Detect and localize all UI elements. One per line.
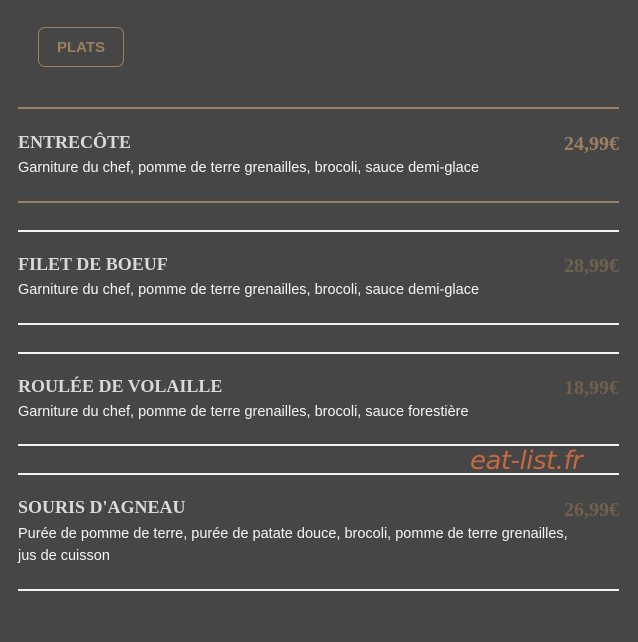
menu-item-name: FILET DE BOEUF bbox=[18, 254, 168, 274]
item-divider-bottom bbox=[18, 589, 619, 591]
menu-item-description: Garniture du chef, pomme de terre grenailles, brocoli, sauce demi-glace bbox=[18, 160, 480, 176]
item-divider-bottom bbox=[18, 323, 619, 325]
menu-item-name: ROULÉE DE VOLAILLE bbox=[18, 376, 223, 396]
menu-item-price: 24,99€ bbox=[564, 133, 619, 155]
menu-item-price: 28,99€ bbox=[564, 255, 619, 277]
menu-item-description: Garniture du chef, pomme de terre grenailles, brocoli, sauce forestière bbox=[18, 404, 469, 420]
menu-item-description: Garniture du chef, pomme de terre grenailles, brocoli, sauce demi-glace bbox=[18, 282, 480, 298]
tab-plats-label: PLATS bbox=[56, 38, 106, 56]
watermark-logo: eat-list.fr bbox=[470, 446, 583, 476]
item-divider-top bbox=[18, 230, 619, 232]
menu-item-name: SOURIS D'AGNEAU bbox=[18, 497, 186, 517]
menu-item-name: ENTRECÔTE bbox=[18, 132, 132, 152]
tab-plats[interactable] bbox=[38, 27, 124, 67]
item-divider-top bbox=[18, 107, 619, 109]
menu-item-price: 26,99€ bbox=[564, 499, 619, 521]
item-divider-bottom bbox=[18, 201, 619, 203]
menu-item-price: 18,99€ bbox=[564, 377, 619, 399]
item-divider-top bbox=[18, 352, 619, 354]
menu-item-description: Purée de pomme de terre, purée de patate douce, brocoli, pomme de terre grenailles, jus de cuisson bbox=[18, 526, 568, 564]
